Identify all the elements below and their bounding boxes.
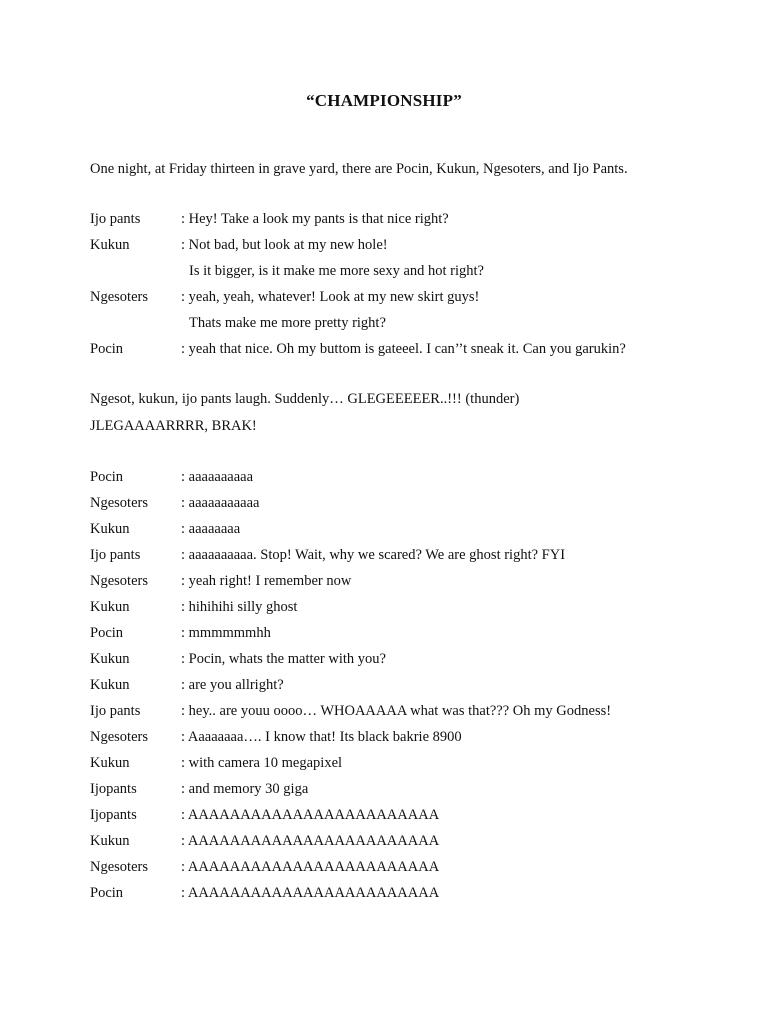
speech-text: : Aaaaaaaa…. I know that! Its black bakrie 8900 — [181, 729, 462, 745]
speech-text: : aaaaaaaaaaa — [181, 495, 260, 511]
speaker-name: Pocin — [90, 885, 124, 901]
speaker-name: Pocin — [90, 341, 124, 357]
speech-text: : AAAAAAAAAAAAAAAAAAAAAAAA — [181, 885, 440, 901]
speaker-name: Ijopants — [90, 807, 137, 823]
speech-text: : hey.. are youu oooo… WHOAAAAA what was that??? Oh my Godness! — [181, 703, 612, 719]
dialogue-line — [0, 211, 768, 231]
speech-text: : and memory 30 giga — [181, 781, 309, 797]
speaker-name: Ijopants — [90, 781, 137, 797]
speech-text: : aaaaaaaaaa. Stop! Wait, why we scared? We are ghost right? FYI — [181, 547, 566, 563]
dialogue-line — [0, 289, 768, 309]
speech-text: : with camera 10 megapixel — [181, 755, 343, 771]
speaker-name: Kukun — [90, 651, 130, 667]
dialogue-line — [0, 651, 768, 671]
speech-text: : yeah, yeah, whatever! Look at my new skirt guys! — [181, 289, 480, 305]
speaker-name: Ijo pants — [90, 547, 141, 563]
dialogue-line — [0, 781, 768, 801]
speech-text: : yeah right! I remember now — [181, 573, 352, 589]
dialogue-line — [0, 495, 768, 515]
speech-text: : AAAAAAAAAAAAAAAAAAAAAAAA — [181, 859, 440, 875]
speaker-name: Ngesoters — [90, 289, 148, 305]
speaker-name: Kukun — [90, 521, 130, 537]
dialogue-line — [0, 677, 768, 697]
speaker-name: Ngesoters — [90, 495, 148, 511]
speaker-name: Ngesoters — [90, 573, 148, 589]
speech-text: : yeah that nice. Oh my buttom is gateeel. I can’’t sneak it. Can you garukin? — [181, 341, 626, 357]
speech-text: : Pocin, whats the matter with you? — [181, 651, 386, 667]
speaker-name: Ijo pants — [90, 211, 141, 227]
dialogue-line — [0, 237, 768, 257]
dialogue-line — [0, 341, 768, 361]
dialogue-line — [0, 599, 768, 619]
speech-text: : aaaaaaaaaa — [181, 469, 254, 485]
dialogue-line — [0, 573, 768, 593]
dialogue-line — [0, 703, 768, 723]
speaker-name: Kukun — [90, 237, 130, 253]
dialogue-line — [0, 885, 768, 905]
document-title: “CHAMPIONSHIP” — [306, 91, 462, 110]
narration-line: Ngesot, kukun, ijo pants laugh. Suddenly… GLEGEEEEER..!!! (thunder) — [90, 391, 520, 407]
dialogue-line — [0, 521, 768, 541]
dialogue-line — [0, 859, 768, 879]
speech-text: : are you allright? — [181, 677, 284, 693]
speaker-name: Kukun — [90, 833, 130, 849]
dialogue-line — [0, 755, 768, 775]
dialogue-line — [0, 315, 768, 335]
dialogue-line — [0, 729, 768, 749]
speaker-name: Ngesoters — [90, 859, 148, 875]
speaker-name: Pocin — [90, 469, 124, 485]
speaker-name: Kukun — [90, 755, 130, 771]
speech-continuation: Is it bigger, is it make me more sexy and hot right? — [189, 263, 484, 279]
speech-text: : hihihihi silly ghost — [181, 599, 298, 615]
speech-text: : AAAAAAAAAAAAAAAAAAAAAAAA — [181, 807, 440, 823]
speech-text: : Not bad, but look at my new hole! — [181, 237, 388, 253]
dialogue-line — [0, 625, 768, 645]
dialogue-line — [0, 833, 768, 853]
dialogue-line — [0, 469, 768, 489]
intro-paragraph: One night, at Friday thirteen in grave yard, there are Pocin, Kukun, Ngesoters, and Ijo Pants. — [90, 161, 628, 177]
dialogue-line — [0, 547, 768, 567]
speech-text: : aaaaaaaa — [181, 521, 241, 537]
speaker-name: Kukun — [90, 677, 130, 693]
speech-text: : AAAAAAAAAAAAAAAAAAAAAAAA — [181, 833, 440, 849]
speech-text: : mmmmmmhh — [181, 625, 271, 641]
narration-line: JLEGAAAARRRR, BRAK! — [90, 418, 257, 434]
speaker-name: Pocin — [90, 625, 124, 641]
dialogue-line — [0, 807, 768, 827]
speech-text: : Hey! Take a look my pants is that nice right? — [181, 211, 449, 227]
speaker-name: Kukun — [90, 599, 130, 615]
speech-continuation: Thats make me more pretty right? — [189, 315, 386, 331]
dialogue-line — [0, 263, 768, 283]
speaker-name: Ngesoters — [90, 729, 148, 745]
speaker-name: Ijo pants — [90, 703, 141, 719]
